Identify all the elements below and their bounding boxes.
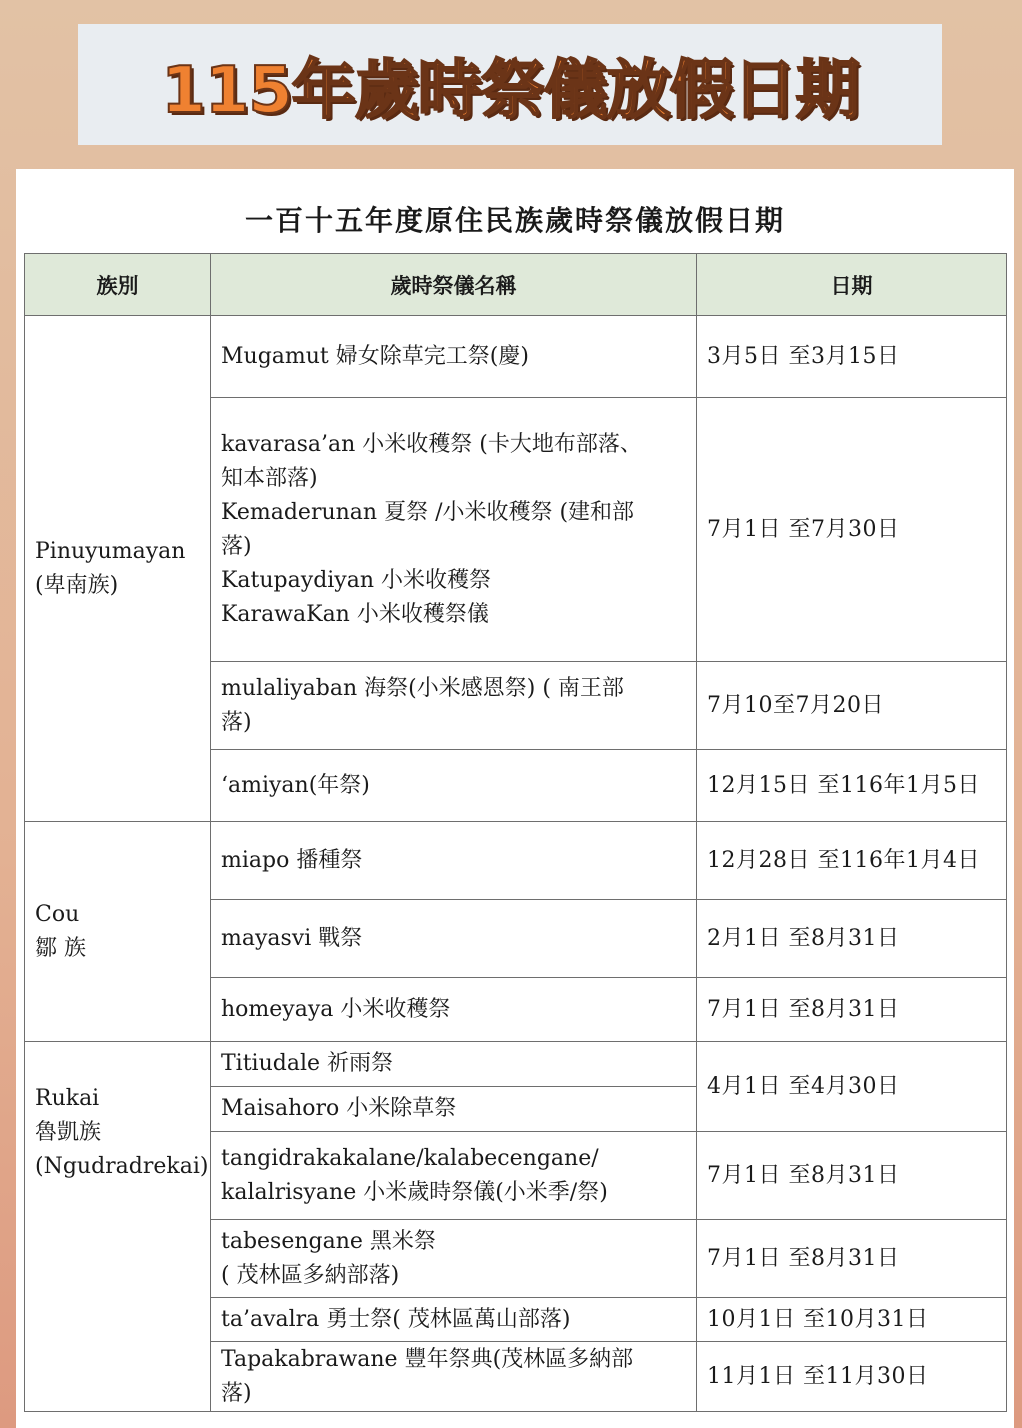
ceremony-line: Mugamut 婦女除草完工祭(慶)	[221, 343, 529, 369]
date-cell: 3月5日 至3月15日	[697, 316, 1007, 398]
ceremony-cell	[211, 1342, 697, 1412]
ceremony-line: mulaliyaban 海祭(小米感恩祭) ( 南王部	[221, 675, 624, 701]
tribe-label: Rukai	[35, 1086, 100, 1111]
header-date: 日期	[697, 254, 1007, 316]
ceremony-cell	[211, 316, 697, 398]
ceremony-line: tabesengane 黑米祭	[221, 1228, 436, 1254]
ceremony-line: miapo 播種祭	[221, 847, 363, 873]
header-ceremony: 歲時祭儀名稱	[211, 254, 697, 316]
ceremony-line: mayasvi 戰祭	[221, 925, 363, 951]
table-row	[25, 316, 1007, 398]
ceremony-line: Tapakabrawane 豐年祭典(茂林區多納部	[221, 1346, 634, 1372]
ceremony-line: ta’avalra 勇士祭( 茂林區萬山部落)	[221, 1306, 571, 1332]
ceremony-cell	[211, 750, 697, 822]
ceremony-cell	[211, 1220, 697, 1298]
ceremony-cell	[211, 662, 697, 750]
ceremony-cell	[211, 978, 697, 1042]
ceremony-line: 落)	[221, 533, 252, 559]
tribe-label: 鄒 族	[35, 935, 86, 961]
tribe-label: (卑南族)	[35, 572, 119, 598]
ceremony-line: 落)	[221, 709, 252, 735]
banner	[78, 24, 942, 145]
ceremony-cell	[211, 398, 697, 662]
tribe-label: Cou	[35, 901, 80, 927]
ceremony-line: Katupaydiyan 小米收穫祭	[221, 567, 492, 593]
tribe-label: Pinuyumayan	[35, 538, 186, 564]
date-cell: 7月1日 至8月31日	[697, 1220, 1007, 1298]
ceremony-cell	[211, 822, 697, 900]
header-tribe: 族別	[25, 254, 211, 316]
ceremony-line: 落)	[221, 1380, 252, 1406]
holiday-table	[24, 253, 1007, 1412]
date-cell: 7月1日 至8月31日	[697, 1132, 1007, 1220]
banner-title: 115年歲時祭儀放假日期	[161, 53, 859, 128]
tribe-cell	[25, 1042, 211, 1412]
ceremony-line: kalalrisyane 小米歲時祭儀(小米季/祭)	[221, 1179, 608, 1205]
ceremony-cell	[211, 1042, 697, 1087]
ceremony-line: Titiudale 祈雨祭	[221, 1051, 394, 1076]
tribe-cell	[25, 316, 211, 822]
date-cell: 7月10至7月20日	[697, 662, 1007, 750]
table-header-row	[25, 254, 1007, 316]
date-cell: 7月1日 至7月30日	[697, 398, 1007, 662]
date-cell: 11月1日 至11月30日	[697, 1342, 1007, 1412]
ceremony-line: KarawaKan 小米收穫祭儀	[221, 601, 489, 627]
table-row	[25, 1042, 1007, 1087]
ceremony-line: ‘amiyan(年祭)	[221, 772, 370, 798]
date-cell: 10月1日 至10月31日	[697, 1298, 1007, 1342]
table-row	[25, 822, 1007, 900]
date-cell: 12月28日 至116年1月4日	[697, 822, 1007, 900]
ceremony-line: Kemaderunan 夏祭 /小米收穫祭 (建和部	[221, 499, 635, 525]
ceremony-cell	[211, 1132, 697, 1220]
date-cell: 7月1日 至8月31日	[697, 978, 1007, 1042]
tribe-label: (Ngudradrekai)	[35, 1154, 209, 1179]
ceremony-line: Maisahoro 小米除草祭	[221, 1096, 457, 1121]
ceremony-line: kavarasa’an 小米收穫祭 (卡大地布部落、	[221, 431, 642, 457]
document-title: 一百十五年度原住民族歲時祭儀放假日期	[244, 204, 785, 237]
tribe-cell	[25, 822, 211, 1042]
ceremony-cell	[211, 900, 697, 978]
document-sheet	[16, 169, 1014, 1428]
ceremony-line: ( 茂林區多納部落)	[221, 1262, 400, 1288]
date-cell: 4月1日 至4月30日	[697, 1042, 1007, 1132]
ceremony-line: 知本部落)	[221, 465, 318, 491]
ceremony-cell	[211, 1298, 697, 1342]
ceremony-line: homeyaya 小米收穫祭	[221, 996, 451, 1022]
date-cell: 2月1日 至8月31日	[697, 900, 1007, 978]
ceremony-line: tangidrakakalane/kalabecengane/	[221, 1145, 599, 1171]
ceremony-cell	[211, 1087, 697, 1132]
date-cell: 12月15日 至116年1月5日	[697, 750, 1007, 822]
tribe-label: 魯凱族	[35, 1120, 102, 1145]
